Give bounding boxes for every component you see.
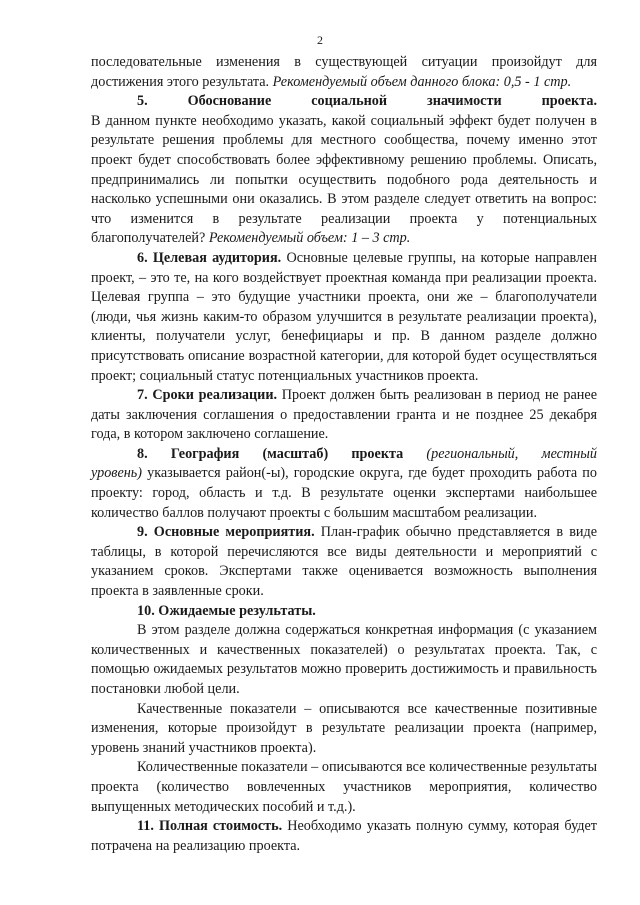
section-5-heading xyxy=(91,92,597,112)
section-8-note-a: (региональный, xyxy=(426,445,519,462)
section-11-heading: 11. Полная стоимость. xyxy=(137,818,283,835)
section-8-note-b: местный xyxy=(541,445,597,462)
section-8-heading xyxy=(91,445,597,465)
section-7 xyxy=(91,386,597,445)
intro-line2-text: достижения этого результата. xyxy=(91,73,273,90)
intro-note: Рекомендуемый объем данного блока: 0,5 - 1 xyxy=(272,73,541,90)
section-5-body xyxy=(91,112,597,249)
section-5-text: В данном пункте необходимо указать, какой социальный эффект будет получен в результате решения проблемы для местного сообщества, почему именно этот проект будет способствовать более эффективному решению проблемы. Описать, предпринимались ли попытки осуществить подобного рода деятельность и насколько успешными они оказались. В этом разделе следует ответить на вопрос: что изменится в результате реализации проекта у потенциальных благополучателей? xyxy=(91,112,597,247)
section-8-body xyxy=(91,464,597,523)
intro-paragraph xyxy=(91,53,597,92)
section-10-paragraph-3: Количественные показатели – описываются все количественные результаты проекта (количество вовлеченных участников мероприятия, количество выпущенных методических пособий и т.д.). xyxy=(91,759,597,815)
section-10-paragraph-2: Качественные показатели – описываются все качественные позитивные изменения, которые произойдут в результате реализации проекта (например, уровень знаний участников проекта). xyxy=(91,700,597,756)
section-6-heading: 6. Целевая аудитория. xyxy=(137,249,282,266)
section-8-word-2: (масштаб) xyxy=(262,445,329,462)
section-8-note-c: уровень) xyxy=(91,465,142,482)
section-6 xyxy=(91,249,597,386)
section-6-text: Основные целевые группы, на которые направлен проект, – это те, на кого воздействует проектная команда при реализации проекта. Целевая группа – это будущие участники проекта, они же – благополучатели (люди, чья жизнь каким-то образом улучшится в результате реализации проекта), клиенты, получатели услуг, бенефициары и пр. В данном разделе должно присутствовать описание возрастной категории, для которой будет осуществляться проект; социальный статус потенциальных участников проекта. xyxy=(91,249,597,384)
section-8-number: 8. xyxy=(137,445,148,462)
section-5-number: 5. xyxy=(137,93,148,110)
section-10-paragraph-1: В этом разделе должна содержаться конкретная информация (с указанием количественных и качественных показателей) о результатах проекта. Так, с помощью ожидаемых результатов можно проверить достижимость и правильность постановки любой цели. xyxy=(91,622,597,697)
page-number: 2 xyxy=(317,33,323,47)
section-9-heading: 9. Основные мероприятия. xyxy=(137,524,315,541)
section-8-word-1: География xyxy=(170,445,240,462)
section-5-word-1: Обоснование xyxy=(187,93,272,110)
section-7-text: Проект должен быть реализован в период не ранее даты заключения соглашения о предоставлении гранта и не позднее 25 декабря года, в котором заключено соглашение. xyxy=(91,387,597,443)
section-11 xyxy=(91,817,597,856)
section-11-text: Необходимо указать полную сумму, которая будет потрачена на реализацию проекта. xyxy=(91,818,597,854)
section-5-word-2: социальной xyxy=(311,93,388,110)
section-7-heading: 7. Сроки реализации. xyxy=(137,387,278,404)
intro-line1: последовательные изменения в существующей ситуации произойдут для xyxy=(91,54,597,70)
section-8-text: указывается район(-ы), городские округа, где будет проходить работа по проекту: город, область и т.д. В результате оценки экспертами наибольшее количество баллов получают проекты с большим масштабом реализации. xyxy=(91,465,597,521)
section-9 xyxy=(91,523,597,601)
document-body xyxy=(91,53,597,856)
section-5-word-4: проекта. xyxy=(541,93,597,110)
section-10-heading: 10. Ожидаемые результаты. xyxy=(137,602,316,619)
intro-note-end: стр. xyxy=(543,73,572,90)
section-5-note: Рекомендуемый объем: 1 – 3 стр. xyxy=(208,230,411,247)
section-8-word-3: проекта xyxy=(351,445,404,462)
section-9-text: План-график обычно представляется в виде таблицы, в которой перечисляются все виды деятельности и мероприятий с указанием сроков. Экспертами также оценивается возможность выполнения проекта в заявленные сроки. xyxy=(91,524,598,600)
section-5-word-3: значимости xyxy=(427,93,502,110)
